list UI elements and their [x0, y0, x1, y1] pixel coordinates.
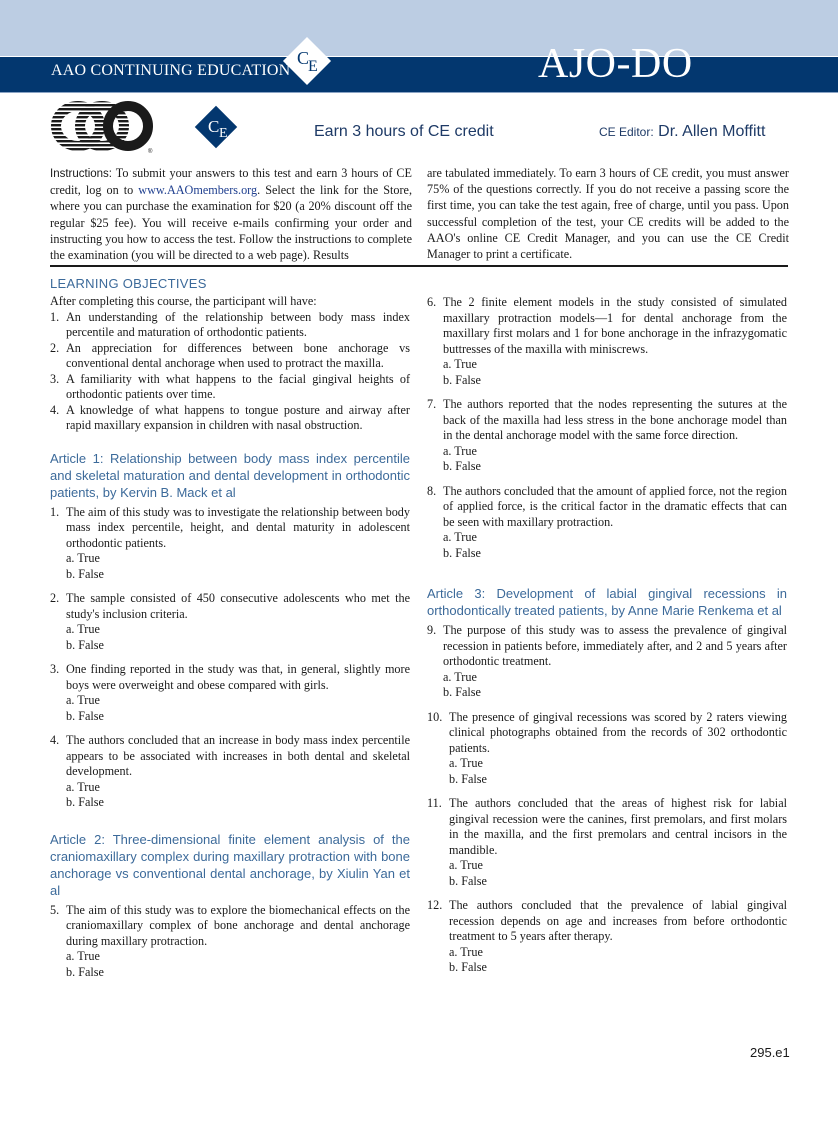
- option-false[interactable]: b. False: [443, 545, 481, 560]
- article-1-heading: Article 1: Relationship between body mass index percentile and skeletal maturation and dental development in orthodontic patients, by Kervin B. Mack et al: [50, 450, 410, 500]
- option-false[interactable]: b. False: [66, 637, 104, 652]
- ce-e: E: [219, 126, 228, 141]
- journal-title: AJO-DO: [538, 41, 693, 87]
- option-true[interactable]: a. True: [66, 949, 100, 963]
- ce-badge-icon: [287, 48, 331, 78]
- option-true[interactable]: a. True: [449, 944, 483, 959]
- question-1: 1. The aim of this study was to investigate the relationship between body mass index percentile, height, and dental maturity in adolescent orthodontic patients. a. True b. False: [50, 504, 410, 581]
- option-false[interactable]: b. False: [66, 566, 104, 581]
- learning-objectives-heading: LEARNING OBJECTIVES: [50, 276, 207, 291]
- option-false[interactable]: b. False: [443, 685, 481, 699]
- option-false[interactable]: b. False: [443, 459, 481, 473]
- question-6: 6. The 2 finite element models in the study consisted of simulated maxillary protraction models—1 for dental anchorage from the maxillary first molars and 1 for bone anchorage in the infrazygomatic buttresses of the maxilla with miniscrews. a. True b. False: [427, 295, 787, 387]
- question-3: 3. One finding reported in the study was that, in general, slightly more boys were overweight and obese compared with girls. a. True b. False: [50, 662, 410, 723]
- ce-badge-e: E: [308, 58, 318, 75]
- option-false[interactable]: b. False: [449, 960, 487, 974]
- option-false[interactable]: b. False: [66, 964, 104, 979]
- article-3-heading: Article 3: Development of labial gingival recessions in orthodontically treated patients, by Anne Marie Renkema et al: [427, 586, 787, 618]
- objective-item: 1. An understanding of the relationship between body mass index percentile and maturation of orthodontic patients.: [50, 309, 410, 339]
- instructions-text-2: . Select the link for the Store, where you can purchase the examination for $20 (a 20% discount off the regular $25 fee). You will receive e-mails confirming your order and instructing you how to access the test. Follow the instructions to complete the examination (you will be directed to a web page). Results: [50, 183, 412, 263]
- editor-label: CE Editor:: [599, 125, 654, 139]
- option-false[interactable]: b. False: [66, 708, 104, 723]
- question-2: 2. The sample consisted of 450 consecutive adolescents who met the study's inclusion criteria. a. True b. False: [50, 591, 410, 652]
- earn-credit-text: Earn 3 hours of CE credit: [314, 123, 494, 140]
- option-true[interactable]: a. True: [443, 443, 477, 458]
- objective-item: 2. An appreciation for differences between bone anchorage vs conventional dental anchorage when used to protract the maxilla.: [50, 340, 410, 370]
- option-true[interactable]: a. True: [66, 551, 100, 565]
- option-true[interactable]: a. True: [443, 357, 477, 371]
- ce-c: C: [208, 117, 220, 136]
- ce-icon: [199, 112, 239, 146]
- option-true[interactable]: a. True: [66, 779, 100, 794]
- instructions-lead: Instructions:: [50, 168, 112, 180]
- editor-name: Dr. Allen Moffitt: [658, 123, 766, 140]
- question-8: 8. The authors concluded that the amount of applied force, not the region of applied force, is the critical factor in the dramatic effects that can be seen with maxillary protraction. a. True b. False: [427, 483, 787, 560]
- question-11: 11. The authors concluded that the areas of highest risk for labial gingival recession were the canines, first premolars, and first molars in the maxilla, and the first premolars and central incisors in the mandible. a. True b. False: [427, 796, 787, 888]
- ce-badge-c: C: [297, 48, 310, 68]
- objectives-intro: After completing this course, the participant will have:: [50, 294, 317, 308]
- question-7: 7. The authors reported that the nodes representing the sutures at the back of the maxilla had less stress in the bone anchorage model than in the dental anchorage model with the same force direction. a. True b. False: [427, 397, 787, 473]
- article-2-heading: Article 2: Three-dimensional finite element analysis of the craniomaxillary complex during maxillary protraction with bone anchorage vs conventional dental anchorage, by Xiulin Yan et al: [50, 831, 410, 898]
- question-4: 4. The authors concluded that an increase in body mass index percentile appears to be associated with increases in both dental and skeletal development. a. True b. False: [50, 733, 410, 809]
- section-title: AAO CONTINUING EDUCATION: [51, 62, 291, 79]
- option-false[interactable]: b. False: [449, 771, 487, 786]
- question-10: 10. The presence of gingival recessions was scored by 2 raters viewing clinical photographs obtained from the records of 302 orthodontic patients. a. True b. False: [427, 709, 787, 786]
- instructions-text-1: To submit your answers to this test and earn 3 hours of CE credit, log on to: [50, 166, 412, 198]
- question-12: 12. The authors concluded that the prevalence of labial gingival recession depends on age and increases from before orthodontic treatment to 5 years after therapy. a. True b. False: [427, 898, 787, 974]
- question-5: 5. The aim of this study was to explore the biomechanical effects on the craniomaxillary complex of bone anchorage and dental anchorage during maxillary protraction. a. True b. False: [50, 902, 410, 979]
- page-number: 295.e1: [750, 1045, 790, 1060]
- option-true[interactable]: a. True: [443, 530, 477, 544]
- option-true[interactable]: a. True: [66, 622, 100, 636]
- objective-item: 3. A familiarity with what happens to the facial gingival heights of orthodontic patients over time.: [50, 371, 410, 401]
- aao-logo-icon: [50, 100, 156, 154]
- section-rule: [50, 265, 788, 267]
- registered-mark: ®: [148, 149, 153, 154]
- aao-members-link[interactable]: www.AAOmembers.org: [138, 183, 258, 198]
- option-true[interactable]: a. True: [449, 858, 483, 872]
- option-true[interactable]: a. True: [443, 669, 477, 684]
- instructions-col-right: [427, 165, 789, 262]
- instructions-text-3: are tabulated immediately. To earn 3 hours of CE credit, you must answer 75% of the questions correctly. If you do not receive a passing score the first time, you can take the test again, free of charge, until you pass. Upon successful completion of the test, your CE credits will be added to the AAO's online CE Credit Manager, and you can use the CE Credit Manager to print a certificate.: [427, 166, 789, 262]
- option-true[interactable]: a. True: [449, 756, 483, 770]
- question-9: 9. The purpose of this study was to assess the prevalence of gingival recession in patients before, immediately after, and 2 and 5 years after orthodontic treatment. a. True b. False: [427, 623, 787, 699]
- right-column: [427, 295, 787, 985]
- header-divider: [0, 92, 838, 93]
- option-false[interactable]: b. False: [449, 873, 487, 888]
- ce-editor: [599, 123, 765, 141]
- header-light-band: [0, 0, 838, 56]
- option-true[interactable]: a. True: [66, 693, 100, 707]
- objective-item: 4. A knowledge of what happens to tongue posture and airway after rapid maxillary expansion in children with nasal obstruction.: [50, 402, 410, 432]
- option-false[interactable]: b. False: [443, 372, 481, 387]
- option-false[interactable]: b. False: [66, 795, 104, 809]
- left-column: [50, 275, 410, 989]
- instructions-col-left: [50, 165, 412, 263]
